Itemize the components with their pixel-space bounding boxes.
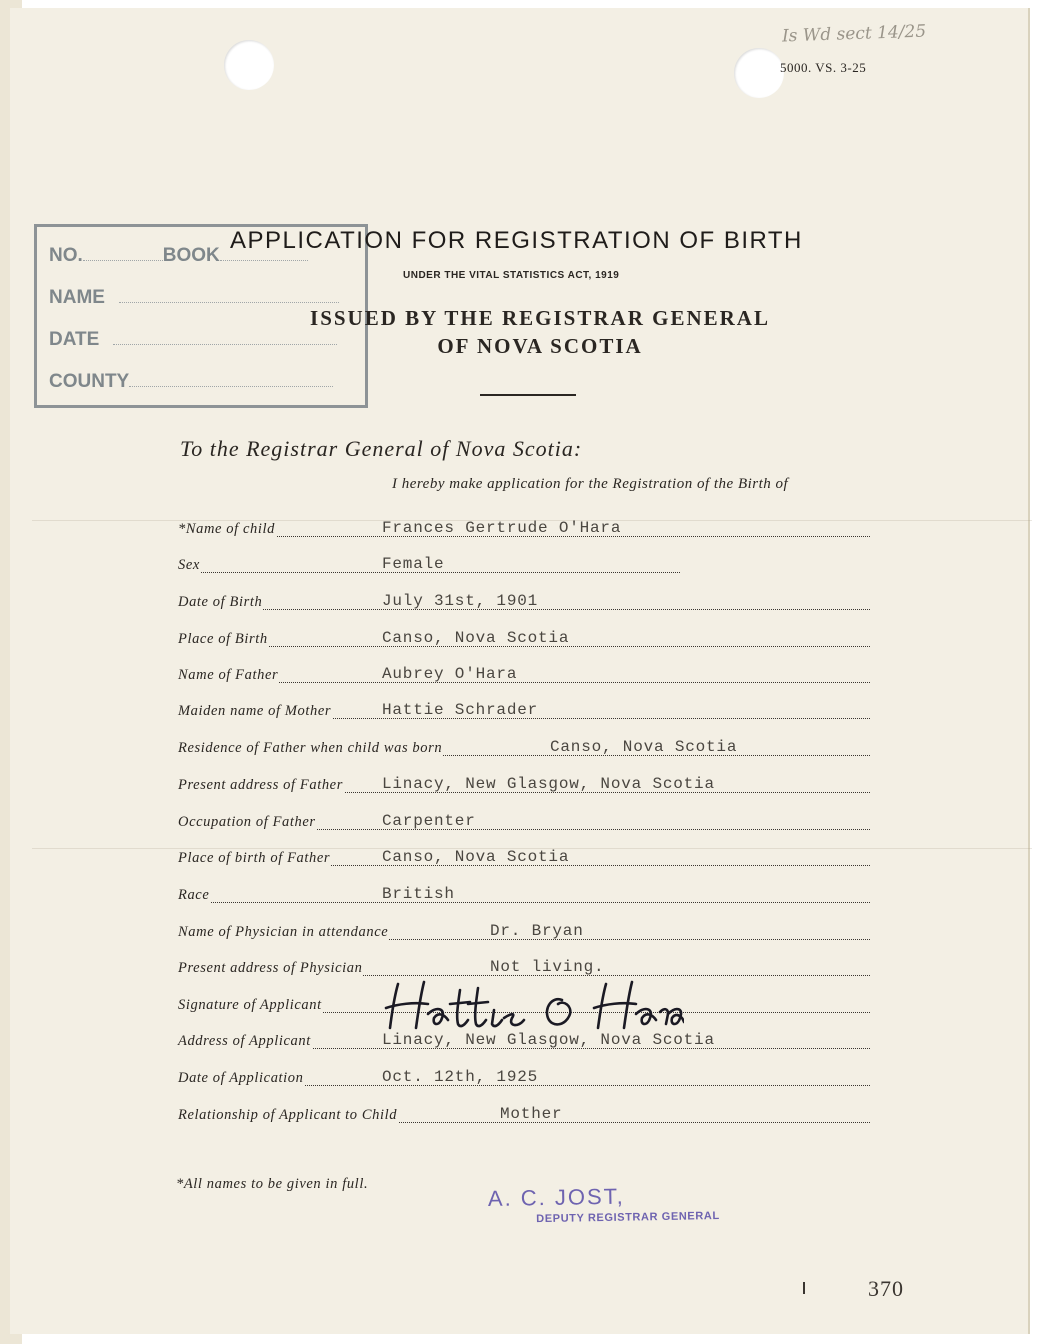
field-label: Relationship of Applicant to Child [178,1107,398,1123]
field-residence-of-father [178,737,870,759]
field-race [178,884,870,906]
punch-hole [734,48,784,98]
field-label: Name of Father [178,667,279,683]
field-label: Date of Application [178,1070,304,1086]
field-place-of-birth [178,628,870,650]
field-value: British [382,885,455,903]
field-value: Frances Gertrude O'Hara [382,519,622,537]
page-number: 370 [868,1276,904,1301]
field-label: Name of Physician in attendance [178,924,389,940]
field-date-of-application [178,1067,870,1089]
field-value: Mother [500,1105,563,1123]
field-name-of-physician [178,921,870,943]
issuing-authority [280,304,800,360]
field-value: Canso, Nova Scotia [382,848,570,866]
field-label: Place of birth of Father [178,850,331,866]
field-maiden-name-of-mother [178,700,870,722]
field-label: Race [178,887,210,903]
field-label: Place of Birth [178,631,268,647]
field-label: Address of Applicant [178,1033,311,1049]
field-label: Sex [178,557,200,573]
stamp-county-label: COUNTY [49,371,130,392]
issuing-authority-line-2: OF NOVA SCOTIA [437,334,643,358]
document-subtitle: UNDER THE VITAL STATISTICS ACT, 1919 [403,270,620,281]
field-date-of-birth [178,591,870,613]
field-value: Canso, Nova Scotia [550,738,738,756]
field-place-of-birth-of-father [178,847,870,869]
field-value: Dr. Bryan [490,922,584,940]
field-label: Present address of Physician [178,960,363,976]
field-value: Oct. 12th, 1925 [382,1068,539,1086]
salutation: To the Registrar General of Nova Scotia: [180,436,583,461]
field-name-of-child [178,518,870,540]
field-value: Not living. [490,958,605,976]
field-sex [178,554,870,576]
form-code: 5000. VS. 3-25 [780,60,867,75]
field-present-address-of-physician [178,957,870,979]
footnote: *All names to be given in full. [176,1176,369,1192]
field-label: Maiden name of Mother [178,703,332,719]
stamp-date-label: DATE [49,329,100,350]
field-value: Carpenter [382,812,476,830]
stamp-no-label: NO. [49,245,83,266]
handwritten-note: Is Wd sect 14/25 [781,21,927,47]
field-value: Hattie Schrader [382,701,539,719]
field-value: Canso, Nova Scotia [382,629,570,647]
stamp-book-label: BOOK [162,245,220,266]
handwritten-signature [384,978,684,1034]
field-label: Residence of Father when child was born [178,740,443,756]
field-label: Present address of Father [178,777,343,793]
field-name-of-father [178,664,870,686]
field-value: July 31st, 1901 [382,592,539,610]
field-label: Signature of Applicant [178,997,322,1013]
field-address-of-applicant [178,1030,870,1052]
field-value: Aubrey O'Hara [382,665,518,683]
punch-hole [224,40,274,90]
field-label: Occupation of Father [178,814,316,830]
field-label: Date of Birth [178,594,263,610]
field-value: Female [382,555,445,573]
margin-tick-mark [803,1282,805,1294]
deputy-registrar-stamp [488,1182,720,1226]
document-title: APPLICATION FOR REGISTRATION OF BIRTH [230,227,803,254]
field-value: Linacy, New Glasgow, Nova Scotia [382,775,715,793]
issuing-authority-line-1: ISSUED BY THE REGISTRAR GENERAL [310,306,770,330]
deputy-registrar-name: A. C. JOST, [487,1183,626,1212]
field-occupation-of-father [178,811,870,833]
field-present-address-of-father [178,774,870,796]
field-label: *Name of child [178,521,275,537]
field-value: Linacy, New Glasgow, Nova Scotia [382,1031,715,1049]
stamp-name-label: NAME [49,287,105,308]
application-intro: I hereby make application for the Registration of the Birth of [392,476,789,492]
field-relationship-of-applicant [178,1104,870,1126]
birth-registration-form [10,8,1030,1334]
deputy-registrar-title: DEPUTY REGISTRAR GENERAL [536,1209,720,1226]
stamp-county-row [49,371,333,393]
title-divider [480,394,576,396]
